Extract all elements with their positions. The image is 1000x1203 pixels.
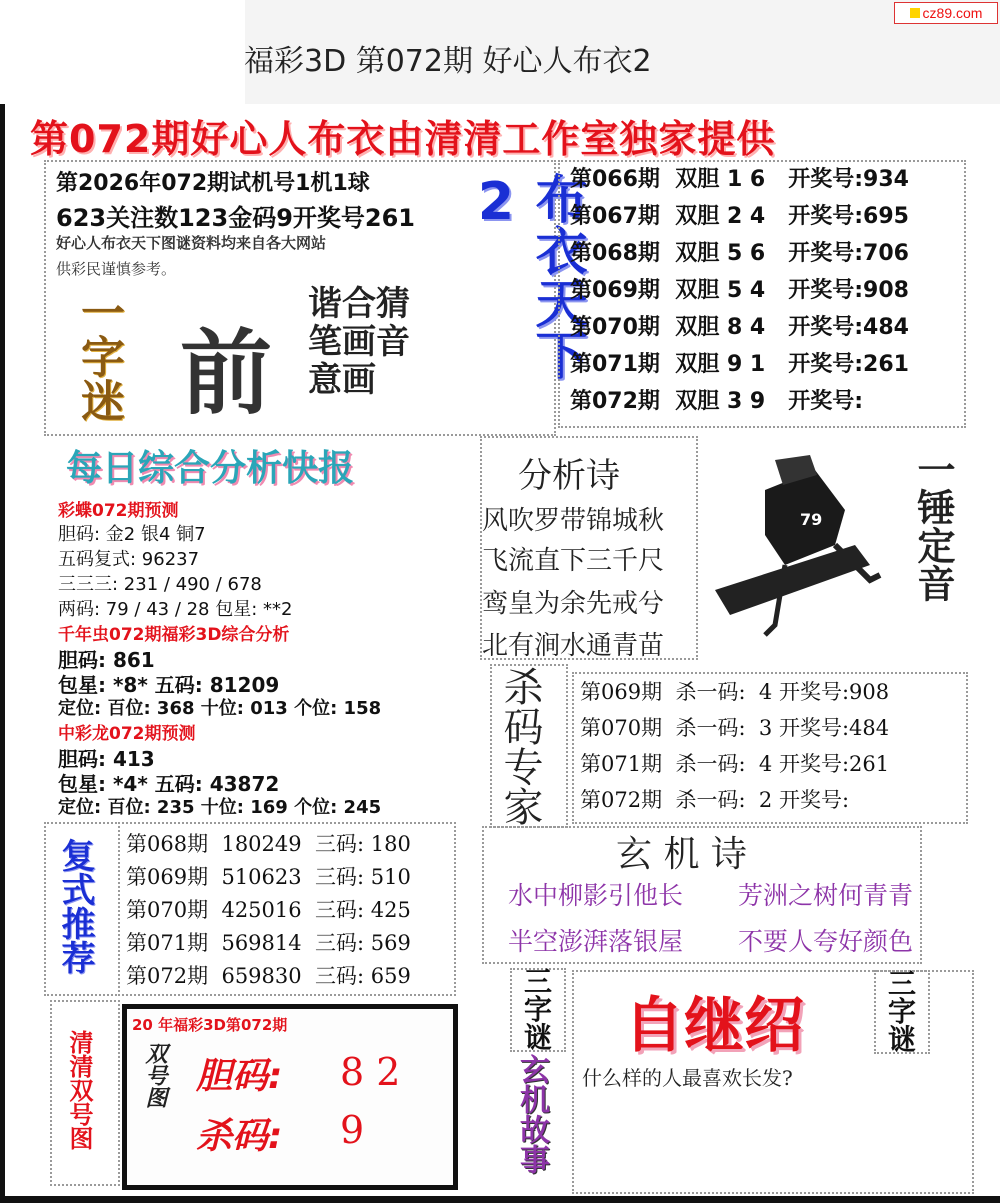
caidie-title: 彩蝶072期预测 xyxy=(58,501,179,521)
qianchong-line: 定位: 百位: 368 十位: 013 个位: 158 xyxy=(58,698,382,719)
result-value: 908 xyxy=(863,278,909,303)
double-gall-row xyxy=(570,236,909,273)
fushi-row xyxy=(126,828,411,861)
zhongcai-line: 包星: *4* 五码: 43872 xyxy=(58,772,280,796)
site-logo[interactable] xyxy=(894,2,998,24)
analysis-poem-line: 鸾皇为余先戒兮 xyxy=(482,589,665,619)
period: 第068期 xyxy=(126,832,209,856)
fushi-code: 510623 xyxy=(221,865,302,889)
row-label: 三码: xyxy=(314,865,365,889)
zhongcai-title: 中彩龙072期预测 xyxy=(58,724,196,744)
three-code: 659 xyxy=(370,964,411,988)
period: 第067期 xyxy=(570,204,660,229)
kill-num: 4 xyxy=(758,752,773,776)
period: 第069期 xyxy=(570,278,660,303)
fushi-row xyxy=(126,861,411,894)
period: 第071期 xyxy=(570,352,660,377)
row-label: 双胆 xyxy=(675,389,720,414)
hammer-number: 79 xyxy=(800,510,823,529)
three-char-story-label: 玄机故事 xyxy=(514,1054,549,1174)
xuanji-title: 玄 机 诗 xyxy=(616,834,747,875)
zhongcai-line: 胆码: 413 xyxy=(58,747,155,771)
row-label: 杀一码: xyxy=(675,716,746,740)
result-label: 开奖号: xyxy=(788,389,864,414)
row-label: 三码: xyxy=(314,832,365,856)
double-gall-row xyxy=(570,310,909,347)
row-label: 双胆 xyxy=(675,278,720,303)
result-label: 开奖号: xyxy=(778,716,850,740)
page-title: 福彩3D 第072期 好心人布衣2 xyxy=(244,44,652,79)
period: 第071期 xyxy=(126,931,209,955)
fushi-code: 659830 xyxy=(221,964,302,988)
logo-square-icon xyxy=(910,8,920,18)
result-value: 484 xyxy=(849,716,890,740)
intro-line-2: 623关注数123金码9开奖号261 xyxy=(56,204,415,232)
qingqing-dan-value: 8 2 xyxy=(340,1050,401,1094)
result-label: 开奖号: xyxy=(788,241,864,266)
header-white-block xyxy=(0,0,245,104)
row-label: 三码: xyxy=(314,931,365,955)
hammer-label: 一锤定音 xyxy=(911,450,956,602)
three-code: 180 xyxy=(370,832,411,856)
period: 第072期 xyxy=(570,389,660,414)
period: 第068期 xyxy=(570,241,660,266)
period: 第066期 xyxy=(570,167,660,192)
xuanji-line-2b: 不要人夸好颜色 xyxy=(738,927,914,956)
qianchong-line: 胆码: 861 xyxy=(58,648,155,672)
kill-code-row xyxy=(580,784,889,820)
kill-code-label: 杀码专家 xyxy=(497,666,543,826)
banner-title: 第072期好心人布衣由清清工作室独家提供 xyxy=(30,117,776,161)
double-gall-row xyxy=(570,162,909,199)
analysis-poem-title: 分析诗 xyxy=(518,456,620,496)
period: 第070期 xyxy=(570,315,660,340)
row-nums: 1 6 xyxy=(726,167,766,192)
qingqing-label: 清清双号图 xyxy=(65,1030,93,1150)
qingqing-sha-label: 杀码: xyxy=(196,1116,283,1157)
result-label: 开奖号: xyxy=(778,752,850,776)
qingqing-card-side: 双号图 xyxy=(142,1042,168,1108)
fushi-row xyxy=(126,894,411,927)
fushi-code: 180249 xyxy=(221,832,302,856)
row-label: 双胆 xyxy=(675,241,720,266)
fushi-row xyxy=(126,927,411,960)
analysis-poem-line: 北有涧水通青苗 xyxy=(482,631,665,661)
kill-num: 4 xyxy=(758,680,773,704)
row-label: 杀一码: xyxy=(675,680,746,704)
intro-note-2: 供彩民谨慎参考。 xyxy=(56,260,177,278)
three-char-label-right: 三字谜 xyxy=(887,967,916,1056)
predictions-panel xyxy=(58,496,381,818)
caidie-line: 胆码: 金2 银4 铜7 xyxy=(58,524,206,545)
riddle-label: 一字迷 xyxy=(73,290,124,422)
result-label: 开奖号: xyxy=(788,204,864,229)
period: 第069期 xyxy=(126,865,209,889)
row-label: 杀一码: xyxy=(675,752,746,776)
row-nums: 8 4 xyxy=(726,315,766,340)
caidie-line: 五码复式: 96237 xyxy=(58,549,200,570)
row-nums: 3 9 xyxy=(726,389,766,414)
fushi-label: 复式推荐 xyxy=(55,838,95,974)
result-value: 934 xyxy=(863,167,909,192)
row-label: 三码: xyxy=(314,964,365,988)
row-label: 双胆 xyxy=(675,352,720,377)
qianchong-line: 包星: *8* 五码: 81209 xyxy=(58,673,280,697)
xuanji-line-1b: 芳洲之树何青青 xyxy=(738,881,914,910)
fushi-code: 569814 xyxy=(221,931,302,955)
fushi-list xyxy=(126,828,411,993)
kill-code-row xyxy=(580,712,889,748)
double-gall-row xyxy=(570,199,909,236)
left-frame xyxy=(0,104,5,1203)
result-label: 开奖号: xyxy=(788,167,864,192)
analysis-poem-line: 飞流直下三千尺 xyxy=(482,546,665,576)
period: 第071期 xyxy=(580,752,663,776)
kill-code-list xyxy=(580,676,889,820)
row-nums: 5 4 xyxy=(726,278,766,303)
riddle-main-char: 前 xyxy=(180,320,273,427)
double-gall-row xyxy=(570,273,909,310)
fushi-code: 425016 xyxy=(221,898,302,922)
three-code: 510 xyxy=(370,865,411,889)
qingqing-card-title: 20 年福彩3D第072期 xyxy=(132,1016,288,1034)
bottom-frame xyxy=(0,1196,1000,1203)
three-code: 425 xyxy=(370,898,411,922)
hammer-icon xyxy=(705,450,895,650)
xuanji-line-2a: 半空澎湃落银屋 xyxy=(508,927,684,956)
three-char-question: 什么样的人最喜欢长发? xyxy=(582,1066,793,1090)
row-label: 杀一码: xyxy=(675,788,746,812)
period: 第069期 xyxy=(580,680,663,704)
period: 第072期 xyxy=(126,964,209,988)
side-title: 布衣天下2 xyxy=(466,172,586,380)
row-label: 双胆 xyxy=(675,315,720,340)
period: 第070期 xyxy=(580,716,663,740)
logo-text: cz89.com xyxy=(922,5,983,21)
fushi-row xyxy=(126,960,411,993)
double-gall-list xyxy=(570,162,909,421)
qingqing-dan-label: 胆码: xyxy=(196,1056,283,1097)
result-label: 开奖号: xyxy=(778,788,850,812)
kill-num: 3 xyxy=(758,716,773,740)
kill-num: 2 xyxy=(758,788,773,812)
analysis-poem-line: 风吹罗带锦城秋 xyxy=(482,506,665,536)
caidie-line: 两码: 79 / 43 / 28 包星: **2 xyxy=(58,599,293,620)
three-char-answer: 自继绍 xyxy=(624,991,804,1061)
row-nums: 5 6 xyxy=(726,241,766,266)
result-value: 261 xyxy=(849,752,890,776)
row-label: 三码: xyxy=(314,898,365,922)
kill-code-row xyxy=(580,748,889,784)
row-nums: 2 4 xyxy=(726,204,766,229)
qianchong-title: 千年虫072期福彩3D综合分析 xyxy=(58,625,290,645)
intro-note-1: 好心人布衣天下图谜资料均来自各大网站 xyxy=(56,234,327,252)
result-label: 开奖号: xyxy=(788,278,864,303)
intro-line-1: 第2026年072期试机号1机1球 xyxy=(56,171,370,196)
double-gall-row xyxy=(570,347,909,384)
result-value: 695 xyxy=(863,204,909,229)
riddle-hint: 谐合猜笔画音意画 xyxy=(308,284,410,400)
kill-code-row xyxy=(580,676,889,712)
period: 第070期 xyxy=(126,898,209,922)
daily-title: 每日综合分析快报 xyxy=(66,448,355,489)
three-char-label-left: 三字谜 xyxy=(523,965,552,1054)
result-label: 开奖号: xyxy=(788,315,864,340)
double-gall-row xyxy=(570,384,909,421)
three-code: 569 xyxy=(370,931,411,955)
result-value: 484 xyxy=(863,315,909,340)
qingqing-sha-value: 9 xyxy=(340,1108,365,1152)
zhongcai-line: 定位: 百位: 235 十位: 169 个位: 245 xyxy=(58,797,382,818)
row-label: 双胆 xyxy=(675,167,720,192)
result-value: 908 xyxy=(849,680,890,704)
row-label: 双胆 xyxy=(675,204,720,229)
row-nums: 9 1 xyxy=(726,352,766,377)
result-label: 开奖号: xyxy=(778,680,850,704)
period: 第072期 xyxy=(580,788,663,812)
xuanji-line-1a: 水中柳影引他长 xyxy=(508,881,684,910)
result-label: 开奖号: xyxy=(788,352,864,377)
result-value: 706 xyxy=(863,241,909,266)
result-value: 261 xyxy=(863,352,909,377)
caidie-line: 三三三: 231 / 490 / 678 xyxy=(58,574,262,595)
